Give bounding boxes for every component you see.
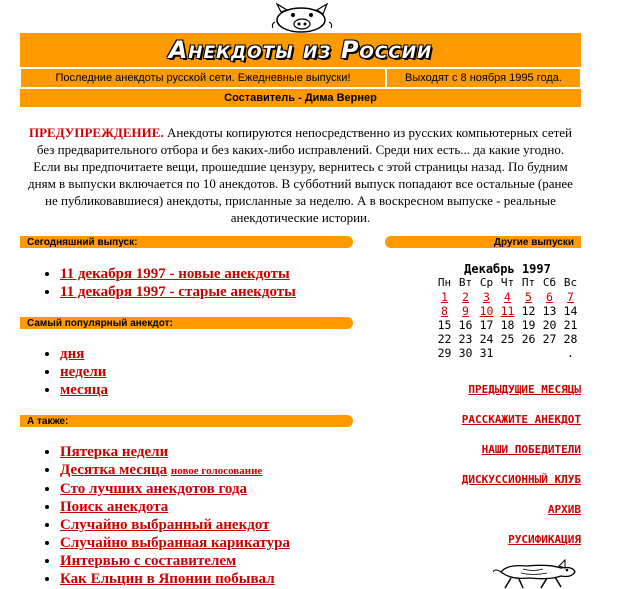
section-popular-heading: Самый популярный анекдот: <box>20 317 353 329</box>
calendar-day <box>518 290 539 304</box>
calendar-day: 19 <box>521 318 536 332</box>
list-item <box>60 498 290 516</box>
calendar-day <box>497 346 518 360</box>
calendar-month: Декабрь 1997 <box>464 262 551 276</box>
calendar-day: 25 <box>500 332 515 346</box>
warning-heading: ПРЕДУПРЕЖДЕНИЕ. <box>28 125 164 140</box>
calendar-weekday: Вт <box>458 276 473 289</box>
popular-list <box>42 345 108 399</box>
site-banner <box>20 33 581 67</box>
list-item <box>60 265 296 283</box>
list-item <box>60 461 290 480</box>
list-item <box>60 552 290 570</box>
list-item <box>60 381 108 399</box>
also-link-interview[interactable]: Интервью с составителем <box>60 553 237 569</box>
calendar-weekday: Сб <box>542 276 557 289</box>
archive-link[interactable]: АРХИВ <box>547 503 581 516</box>
submit-joke-link[interactable]: РАССКАЖИТЕ АНЕКДОТ <box>461 413 581 426</box>
calendar-day: 23 <box>458 332 473 346</box>
popular-link-day[interactable]: дня <box>60 346 85 362</box>
calendar-week-row <box>434 332 581 346</box>
also-link-search[interactable]: Поиск анекдота <box>60 499 169 515</box>
calendar-day: 24 <box>479 332 494 346</box>
calendar-day-link[interactable]: 1 <box>441 290 448 304</box>
tagline-left: Последние анекдоты русской сети. Ежедневные выпуски! <box>20 68 386 88</box>
warning-notice <box>23 124 578 226</box>
calendar-weekday: Пт <box>521 276 536 289</box>
pig-mascot-icon <box>271 2 333 34</box>
calendar-day <box>476 304 497 318</box>
calendar-day: 30 <box>458 346 473 360</box>
calendar-day-link[interactable]: 2 <box>462 290 469 304</box>
section-also-heading: А также: <box>20 415 353 427</box>
popular-link-month[interactable]: месяца <box>60 382 108 398</box>
calendar-day-link[interactable]: 5 <box>525 290 532 304</box>
winners-link[interactable]: НАШИ ПОБЕДИТЕЛИ <box>481 443 581 456</box>
calendar-weekday-row <box>434 276 581 290</box>
compiler-credit: Составитель - Дима Вернер <box>20 89 581 107</box>
calendar-day <box>455 290 476 304</box>
calendar-weekday: Чт <box>500 276 515 289</box>
list-item <box>60 570 290 588</box>
tagline-right: Выходят с 8 ноября 1995 года. <box>386 68 581 88</box>
calendar-day: 26 <box>521 332 536 346</box>
calendar <box>434 262 581 360</box>
also-link-random-cartoon[interactable]: Случайно выбранная карикатура <box>60 535 290 551</box>
calendar-day-link[interactable]: 9 <box>462 304 469 318</box>
calendar-day-link[interactable]: 11 <box>500 304 515 318</box>
list-item <box>60 443 290 461</box>
discussion-club-link[interactable]: ДИСКУССИОННЫЙ КЛУБ <box>461 473 581 486</box>
calendar-day: . <box>567 346 574 360</box>
calendar-day <box>476 290 497 304</box>
also-link-top5-week[interactable]: Пятерка недели <box>60 444 169 460</box>
list-item <box>60 283 296 301</box>
calendar-day: 17 <box>479 318 494 332</box>
also-list <box>42 443 290 588</box>
calendar-week-row <box>434 346 581 360</box>
calendar-day: 28 <box>563 332 578 346</box>
calendar-day-link[interactable]: 7 <box>567 290 574 304</box>
calendar-day: 27 <box>542 332 557 346</box>
also-link-yeltsin-japan[interactable]: Как Ельцин в Японии побывал <box>60 571 275 587</box>
calendar-day: 20 <box>542 318 557 332</box>
section-other-heading: Другие выпуски <box>385 236 581 248</box>
calendar-day: 14 <box>563 304 578 318</box>
calendar-day: 22 <box>437 332 452 346</box>
calendar-day: 18 <box>500 318 515 332</box>
calendar-day: 29 <box>437 346 452 360</box>
calendar-day <box>539 346 560 360</box>
today-link-new[interactable]: 11 декабря 1997 - новые анекдоты <box>60 266 290 282</box>
calendar-day: 31 <box>479 346 494 360</box>
calendar-week-row <box>434 318 581 332</box>
today-list <box>42 265 296 301</box>
calendar-day: 21 <box>563 318 578 332</box>
calendar-day: 13 <box>542 304 557 318</box>
new-vote-link[interactable]: новое голосование <box>170 465 263 477</box>
calendar-week-row <box>434 304 581 318</box>
calendar-day-link[interactable]: 6 <box>546 290 553 304</box>
calendar-day <box>539 290 560 304</box>
russification-link[interactable]: РУСИФИКАЦИЯ <box>508 533 581 546</box>
calendar-day-link[interactable]: 8 <box>441 304 448 318</box>
calendar-day: 12 <box>521 304 536 318</box>
calendar-day: 15 <box>437 318 452 332</box>
list-item <box>60 363 108 381</box>
site-title: Анекдоты из России <box>168 36 433 64</box>
also-link-top10-month[interactable]: Десятка месяца <box>60 462 168 478</box>
calendar-weekday: Пн <box>437 276 452 289</box>
list-item <box>60 345 108 363</box>
calendar-day-link[interactable]: 10 <box>479 304 494 318</box>
also-link-top100-year[interactable]: Сто лучших анекдотов года <box>60 481 248 497</box>
tagline-bar <box>20 68 581 88</box>
calendar-day <box>518 346 539 360</box>
calendar-weekday: Вс <box>563 276 578 289</box>
list-item <box>60 516 290 534</box>
warning-text: Анекдоты копируются непосредственно из русских компьютерных сетей без предварительного отбора и без каких-либо исправлений. Среди них есть... да какие угодно. Если вы предпочитаете вещи, прошедшие цензуру, вернитесь с этой страницы назад. По будним дням в выпуски включается по 10 анекдотов. В субботний выпуск попадают все остальные (ранее не публиковавшиеся) анекдоты, присланные за неделю. А в воскресном выпуске - реальные анекдотические истории. <box>28 125 573 225</box>
calendar-day <box>455 304 476 318</box>
calendar-day <box>497 304 518 318</box>
popular-link-week[interactable]: недели <box>60 364 107 380</box>
calendar-grid <box>434 276 581 360</box>
calendar-week-row <box>434 290 581 304</box>
calendar-weekday: Ср <box>479 276 494 289</box>
calendar-day: 16 <box>458 318 473 332</box>
running-pig-icon <box>493 558 579 589</box>
calendar-day <box>434 290 455 304</box>
calendar-day <box>560 290 581 304</box>
calendar-day-link[interactable]: 3 <box>483 290 490 304</box>
calendar-day <box>434 304 455 318</box>
list-item <box>60 480 290 498</box>
calendar-day <box>497 290 518 304</box>
section-today-heading: Сегодняшний выпуск: <box>20 236 353 248</box>
calendar-day-link[interactable]: 4 <box>504 290 511 304</box>
list-item <box>60 534 290 552</box>
previous-months-link[interactable]: ПРЕДЫДУЩИЕ МЕСЯЦЫ <box>468 383 581 396</box>
also-link-random-joke[interactable]: Случайно выбранный анекдот <box>60 517 270 533</box>
today-link-old[interactable]: 11 декабря 1997 - старые анекдоты <box>60 284 296 300</box>
